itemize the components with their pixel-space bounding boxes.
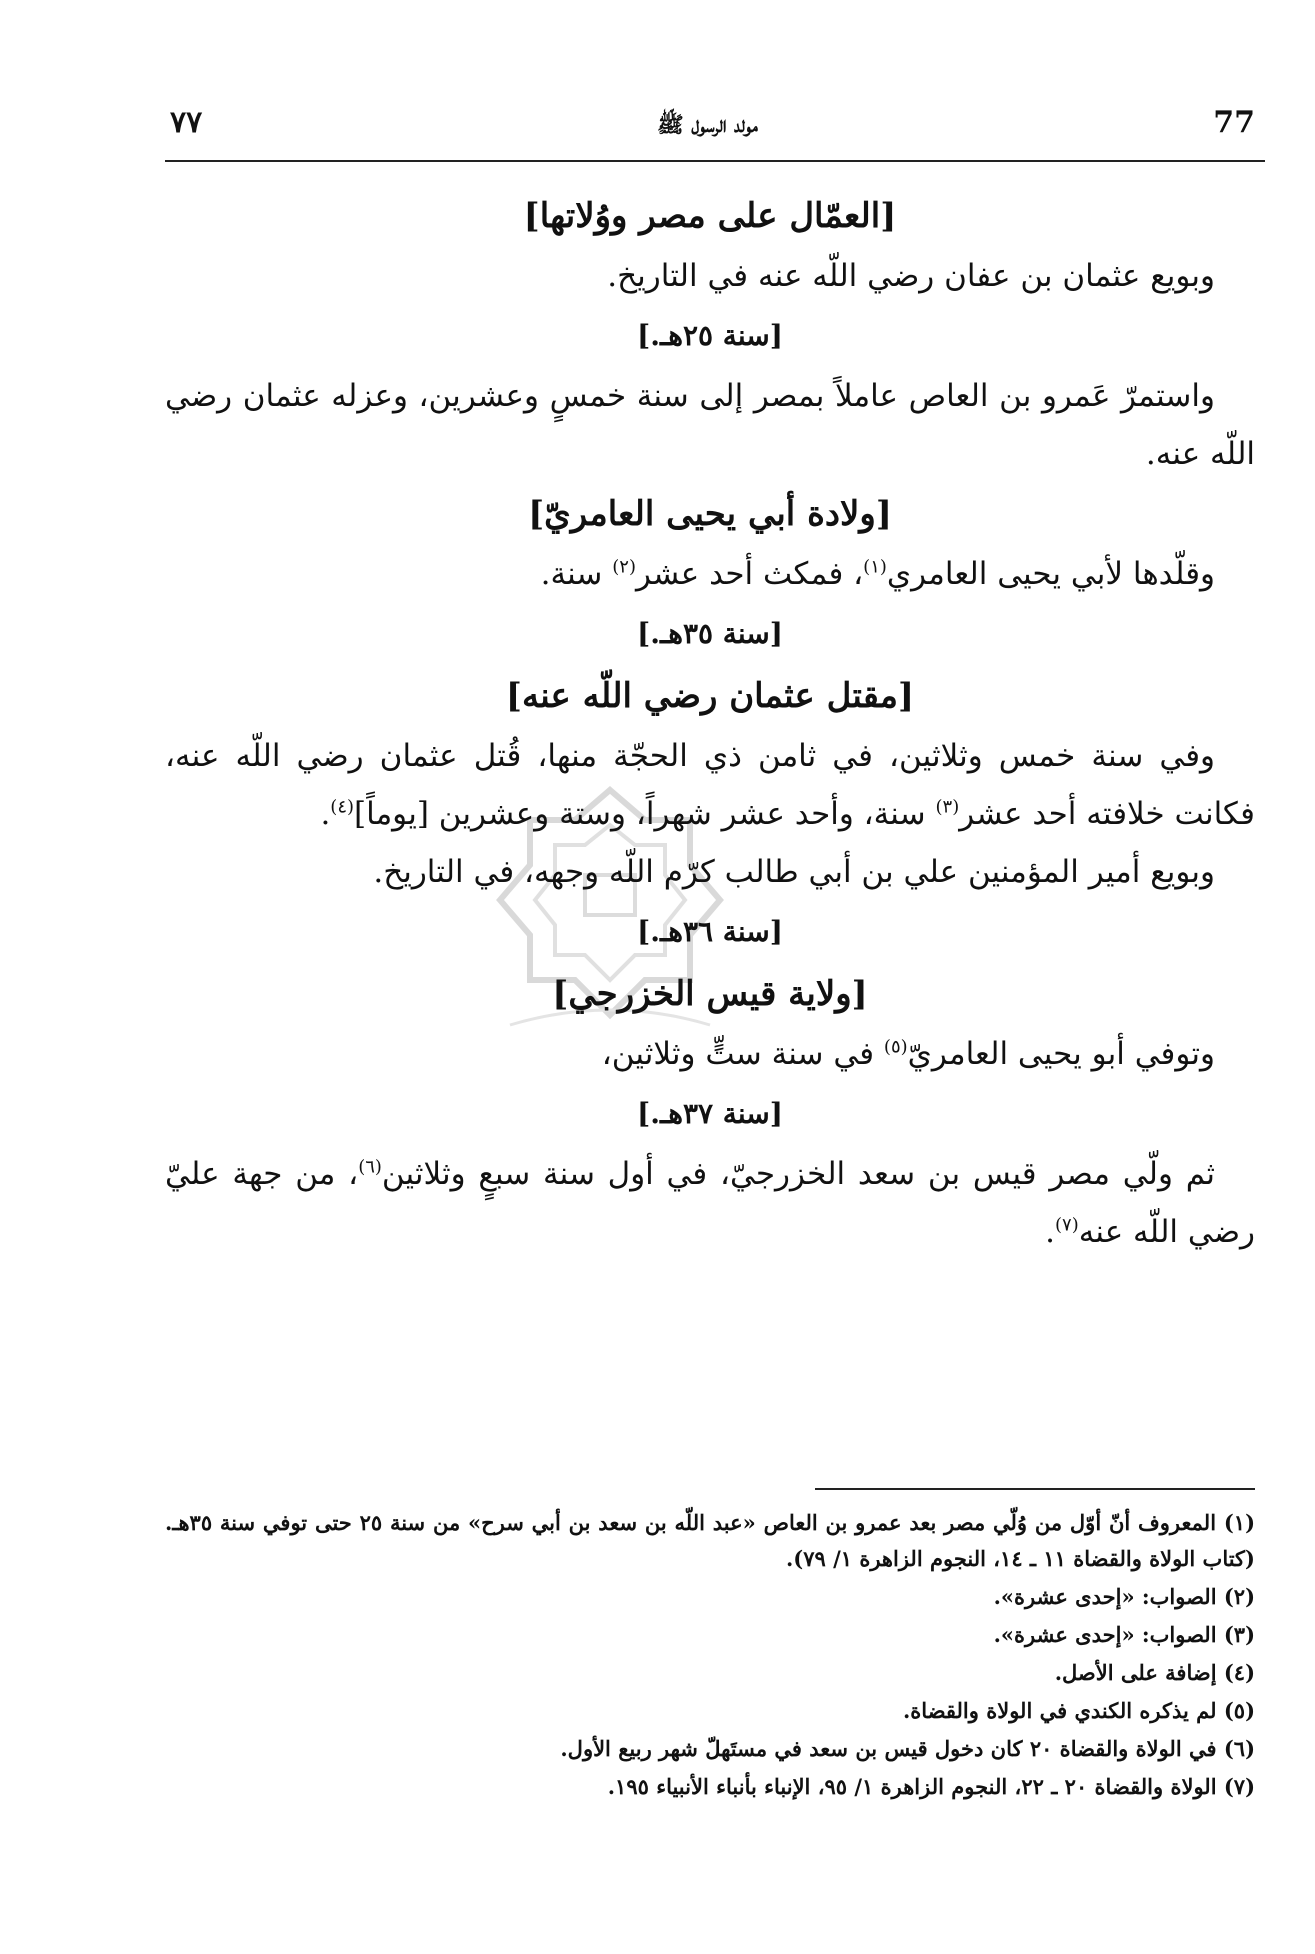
text-run: وتوفي أبو يحيى العامريّ bbox=[907, 1036, 1215, 1072]
body-paragraph bbox=[165, 1025, 1255, 1083]
text-run: ، من جهة عليّ رضي اللّه عنه bbox=[165, 1156, 1255, 1250]
text-run: . bbox=[320, 796, 331, 832]
footnote-number: (٤) bbox=[1223, 1660, 1255, 1685]
footnote-item bbox=[165, 1769, 1255, 1805]
text-run: وفي سنة خمس وثلاثين، في ثامن ذي الحجّة منها، قُتل عثمان رضي اللّه عنه، فكانت خلافته أحد عشر bbox=[165, 738, 1255, 832]
section-heading: [ولادة أبي يحيى العامريّ] bbox=[528, 494, 892, 534]
body-paragraph bbox=[165, 843, 1255, 901]
text-run: وقلّدها لأبي يحيى العامري bbox=[886, 556, 1215, 592]
page-number-latin: 77 bbox=[1213, 105, 1255, 140]
year-marker: [سنة ٣٦هـ.] bbox=[637, 915, 783, 948]
footnote-marker: (٦) bbox=[358, 1156, 382, 1178]
footnote-item bbox=[165, 1731, 1255, 1767]
footnote-number: (٢) bbox=[1223, 1584, 1255, 1609]
text-run: ثم ولّي مصر قيس بن سعد الخزرجيّ، في أول سنة سبعٍ وثلاثين bbox=[381, 1156, 1215, 1192]
body-paragraph bbox=[165, 247, 1255, 305]
text-run: وبويع أمير المؤمنين علي بن أبي طالب كرّم اللّه وجهه، في التاريخ. bbox=[373, 854, 1215, 890]
footnote-number: (٥) bbox=[1223, 1698, 1255, 1723]
footnote-item bbox=[165, 1579, 1255, 1615]
year-marker: [سنة ٣٥هـ.] bbox=[637, 617, 783, 650]
footnote-number: (٣) bbox=[1223, 1622, 1255, 1647]
footnote-text: المعروف أنّ أوّل من وُلّي مصر بعد عمرو بن العاص «عبد اللّه بن سعد بن أبي سرح» من سنة ٢٥ حتى توفي سنة ٣٥هـ. (كتاب الولاة والقضاة ١١ ـ ١٤، النجوم الزاهرة ١/ ٧٩). bbox=[165, 1510, 1255, 1571]
body-paragraph bbox=[165, 545, 1255, 603]
footnote-number: (١) bbox=[1223, 1510, 1255, 1535]
footnote-marker: (٢) bbox=[612, 556, 636, 578]
page-header bbox=[160, 105, 1255, 155]
header-rule bbox=[165, 160, 1265, 162]
footnote-text: إضافة على الأصل. bbox=[1054, 1660, 1217, 1685]
text-run: سنة. bbox=[540, 556, 613, 592]
footnote-number: (٧) bbox=[1223, 1774, 1255, 1799]
footnote-text: لم يذكره الكندي في الولاة والقضاة. bbox=[902, 1698, 1217, 1723]
year-marker: [سنة ٣٧هـ.] bbox=[637, 1097, 783, 1130]
footnote-item bbox=[165, 1617, 1255, 1653]
body-paragraph bbox=[165, 367, 1255, 483]
footnote-marker: (٧) bbox=[1055, 1214, 1079, 1236]
body-paragraph bbox=[165, 727, 1255, 843]
footnote-marker: (٥) bbox=[883, 1036, 908, 1058]
text-run: ، فمكث أحد عشر bbox=[636, 556, 864, 592]
main-text bbox=[165, 185, 1255, 1261]
running-title: مولد الرسول ﷺ bbox=[657, 112, 758, 138]
section-heading: [مقتل عثمان رضي اللّه عنه] bbox=[505, 676, 915, 716]
text-run: في سنة ستٍّ وثلاثين، bbox=[601, 1036, 884, 1072]
footnote-marker: (١) bbox=[863, 556, 887, 578]
footnote-text: الصواب: «إحدى عشرة». bbox=[993, 1584, 1217, 1609]
footnote-text: في الولاة والقضاة ٢٠ كان دخول قيس بن سعد في مستَهلّ شهر ربيع الأول. bbox=[560, 1736, 1217, 1761]
footnotes bbox=[165, 1505, 1255, 1807]
page-number-arabic: ٧٧ bbox=[170, 105, 203, 140]
footnote-text: الولاة والقضاة ٢٠ ـ ٢٢، النجوم الزاهرة ١/ ٩٥، الإنباء بأنباء الأنبياء ١٩٥. bbox=[607, 1774, 1217, 1799]
footnote-item bbox=[165, 1505, 1255, 1577]
text-run: سنة، وأحد عشر شهراً، وستة وعشرين [يوماً] bbox=[354, 796, 936, 832]
footnote-item bbox=[165, 1693, 1255, 1729]
body-paragraph bbox=[165, 1145, 1255, 1261]
footnote-rule bbox=[815, 1488, 1255, 1490]
footnote-text: الصواب: «إحدى عشرة». bbox=[993, 1622, 1217, 1647]
footnote-marker: (٣) bbox=[935, 796, 960, 818]
section-heading: [ولاية قيس الخزرجي] bbox=[552, 974, 868, 1014]
footnote-marker: (٤) bbox=[330, 796, 355, 818]
footnote-item bbox=[165, 1655, 1255, 1691]
text-run: . bbox=[1045, 1214, 1055, 1250]
text-run: وبويع عثمان بن عفان رضي اللّه عنه في التاريخ. bbox=[607, 258, 1215, 294]
text-run: واستمرّ عَمرو بن العاص عاملاً بمصر إلى سنة خمسٍ وعشرين، وعزله عثمان رضي اللّه عنه. bbox=[165, 378, 1255, 472]
section-heading: [العمّال على مصر ووُلاتها] bbox=[523, 196, 897, 236]
footnote-number: (٦) bbox=[1223, 1736, 1255, 1761]
year-marker: [سنة ٢٥هـ.] bbox=[637, 319, 783, 352]
